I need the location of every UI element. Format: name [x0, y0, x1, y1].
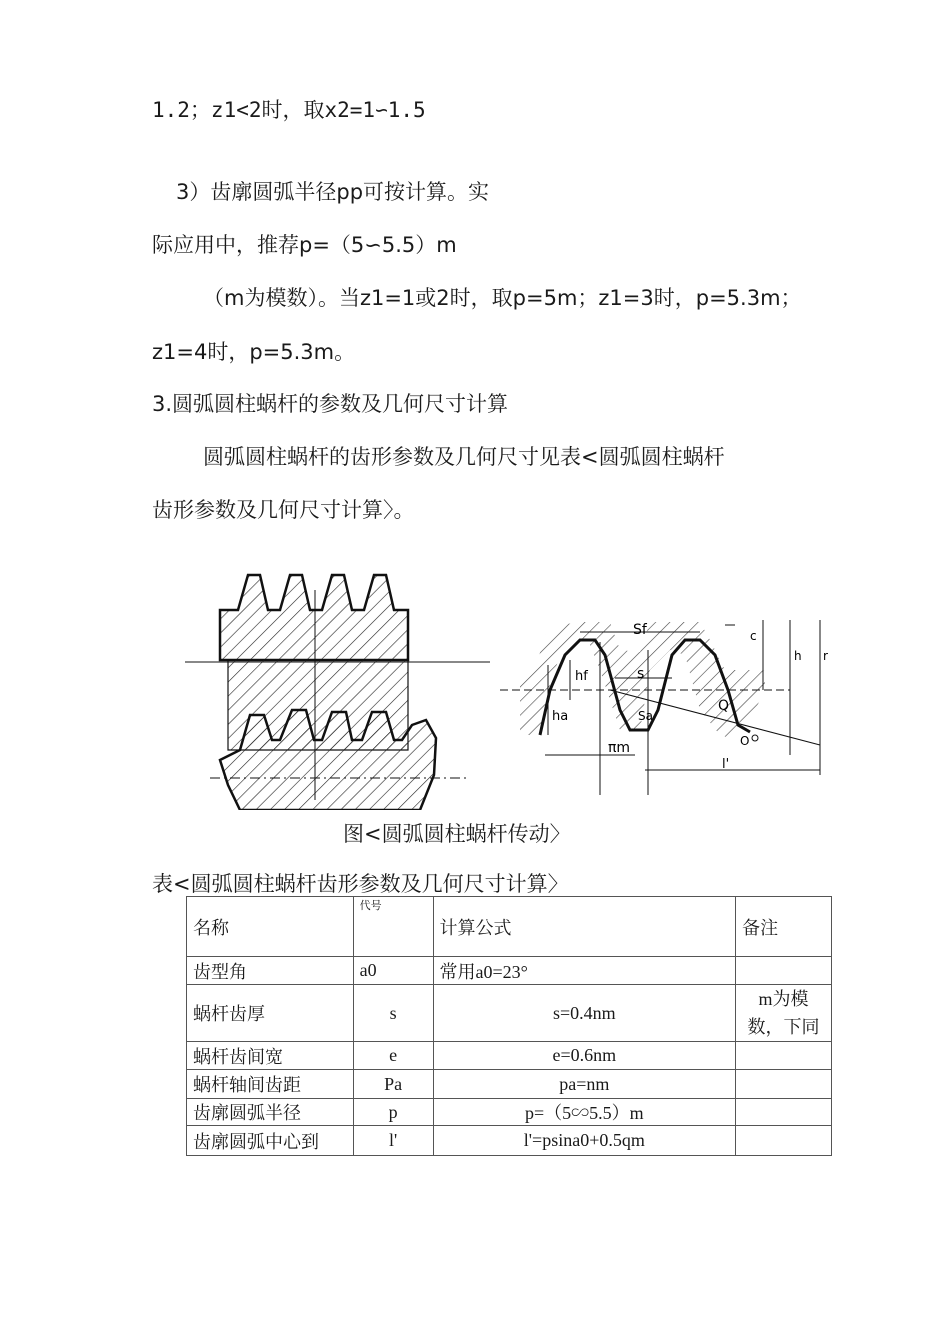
label-h: h: [794, 649, 802, 663]
label-rho: Q: [718, 698, 730, 714]
cell-note: m为模数，下同: [736, 985, 832, 1042]
cell-note: [736, 1070, 832, 1099]
label-r: r: [823, 649, 828, 663]
paragraph-1: 1.2；z1<2时，取x2=1∽1.5: [152, 98, 426, 122]
parameter-table: [186, 896, 832, 1156]
paragraph-4: （m为模数）。当z1=1或2时，取p=5m；z1=3时，p=5.3m；: [203, 286, 802, 310]
table-row: [187, 957, 832, 985]
paragraph-2: 3）齿廓圆弧半径pp可按计算。实: [176, 180, 490, 204]
cell-symbol: e: [353, 1042, 433, 1070]
paragraph-3: 际应用中，推荐p=（5∽5.5）m: [152, 233, 457, 257]
table-title: 表<圆弧圆柱蜗杆齿形参数及几何尺寸计算〉: [152, 872, 569, 896]
cell-note: [736, 1126, 832, 1156]
label-ha: ha: [552, 709, 569, 724]
table-header-row: [187, 897, 832, 957]
table-row: [187, 1099, 832, 1126]
label-sf: Sf: [633, 622, 647, 638]
table-row: [187, 1070, 832, 1099]
cell-name: 蜗杆轴间齿距: [187, 1070, 354, 1099]
cell-name: 蜗杆齿间宽: [187, 1042, 354, 1070]
cell-name: 齿型角: [187, 957, 354, 985]
table-row: [187, 1042, 832, 1070]
label-l: l': [722, 757, 730, 772]
cell-formula: l'=psina0+0.5qm: [433, 1126, 736, 1156]
paragraph-8: 齿形参数及几何尺寸计算〉。: [152, 498, 415, 522]
cell-symbol: p: [353, 1099, 433, 1126]
tooth-profile-drawing: [500, 620, 828, 795]
figure-caption: 图<圆弧圆柱蜗杆传动〉: [343, 822, 571, 846]
cell-symbol: l': [353, 1126, 433, 1156]
cell-formula: pa=nm: [433, 1070, 736, 1099]
cell-formula: p=（5∽5.5）m: [433, 1099, 736, 1126]
cell-name: 蜗杆齿厚: [187, 985, 354, 1042]
label-sa: Sa: [638, 709, 653, 723]
cell-name: 齿廓圆弧中心到: [187, 1126, 354, 1156]
header-symbol: 代号: [353, 897, 433, 957]
cell-symbol: a0: [353, 957, 433, 985]
cell-symbol: s: [353, 985, 433, 1042]
section-heading: 3.圆弧圆柱蜗杆的参数及几何尺寸计算: [152, 392, 509, 416]
label-pim: πm: [608, 740, 631, 756]
cell-note: [736, 957, 832, 985]
label-o: O: [740, 734, 750, 748]
table-row: [187, 985, 832, 1042]
header-formula: 计算公式: [433, 897, 736, 957]
cell-name: 齿廓圆弧半径: [187, 1099, 354, 1126]
paragraph-5: z1=4时，p=5.3m。: [152, 340, 356, 364]
paragraph-7: 圆弧圆柱蜗杆的齿形参数及几何尺寸见表<圆弧圆柱蜗杆: [203, 445, 725, 469]
header-note: 备注: [736, 897, 832, 957]
label-hf: hf: [575, 669, 588, 684]
cell-formula: 常用a0=23°: [433, 957, 736, 985]
header-name: 名称: [187, 897, 354, 957]
worm-gear-drawing: [185, 575, 490, 810]
cell-symbol: Pa: [353, 1070, 433, 1099]
label-s: s: [637, 666, 645, 682]
cell-note: [736, 1099, 832, 1126]
cell-formula: e=0.6nm: [433, 1042, 736, 1070]
cell-formula: s=0.4nm: [433, 985, 736, 1042]
worm-drive-figure: [180, 560, 840, 810]
cell-note: [736, 1042, 832, 1070]
table-row: [187, 1126, 832, 1156]
label-c: c: [750, 629, 757, 643]
